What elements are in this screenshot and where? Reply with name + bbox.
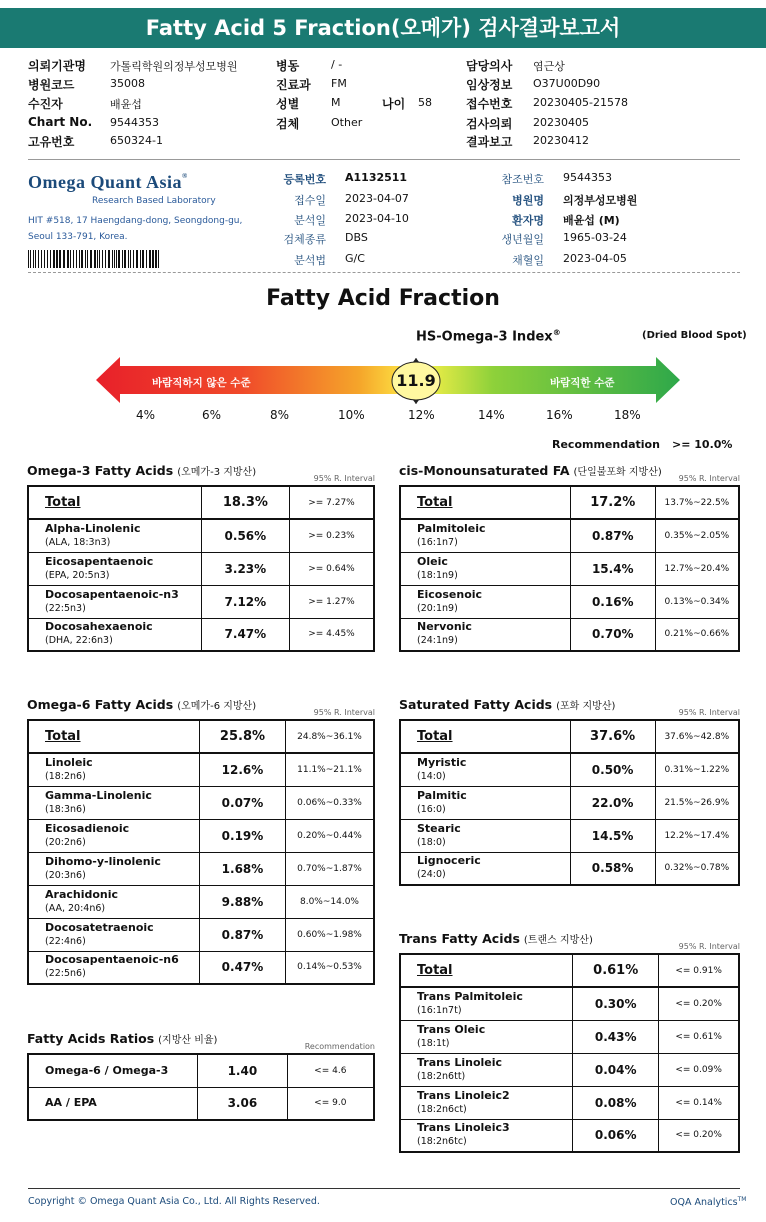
fatty-acid-code: (20:3n6)	[45, 869, 86, 881]
fatty-acid-name-cell	[28, 819, 199, 852]
percent-value: 0.43%	[573, 1020, 659, 1053]
patient-field-value: M	[331, 96, 341, 109]
scale-tick-label: 16%	[546, 408, 573, 422]
reference-range: 0.14%~0.53%	[285, 951, 374, 984]
fatty-acid-name-cell	[400, 852, 570, 885]
fatty-acid-code: (EPA, 20:5n3)	[45, 569, 110, 581]
omega6-title-sub: (오메가-6 지방산)	[177, 701, 257, 712]
omega6-title-text: Omega-6 Fatty Acids	[27, 697, 174, 712]
table-row	[400, 852, 739, 885]
percent-value: 0.70%	[570, 618, 655, 651]
scale-tick-label: 14%	[478, 408, 505, 422]
report-title-banner	[0, 8, 766, 48]
fatty-acid-name-cell	[28, 951, 199, 984]
lab-field-label: 참조번호	[501, 173, 544, 186]
sfa-title-sub: (포화 지방산)	[556, 701, 616, 712]
percent-value: 0.50%	[570, 753, 655, 786]
recommendation-label: Recommendation	[552, 438, 660, 451]
fatty-acid-name-cell	[28, 552, 201, 585]
lab-logo: Omega Quant Asia®	[28, 172, 188, 192]
reference-range: 0.35%~2.05%	[655, 519, 739, 552]
scale-tick-label: 18%	[614, 408, 641, 422]
fatty-acid-code: (18:2n6)	[45, 770, 86, 782]
percent-value: 14.5%	[570, 819, 655, 852]
fatty-acid-name-cell	[400, 987, 573, 1020]
fatty-acid-name-cell	[28, 1087, 198, 1120]
fatty-acid-code: (22:5n6)	[45, 968, 86, 980]
patient-field-label: 진료과	[276, 78, 311, 92]
table-row	[28, 552, 374, 585]
lab-field-label: 병원명	[512, 194, 544, 207]
fatty-acid-name-cell	[400, 585, 570, 618]
reference-range: <= 0.20%	[659, 1119, 739, 1152]
table-row	[28, 720, 374, 753]
sfa-interval-label: 95% R. Interval	[678, 708, 740, 717]
fatty-acid-name-cell	[400, 486, 570, 519]
percent-value: 0.19%	[199, 819, 285, 852]
omega3-interval-label: 95% R. Interval	[313, 474, 375, 483]
fatty-acid-name: Lignoceric	[417, 854, 481, 868]
lab-field-value: 2023-04-07	[345, 192, 409, 205]
fatty-acid-name: Total	[417, 494, 453, 510]
fatty-acid-name-cell	[28, 885, 199, 918]
fatty-acid-name-cell	[28, 720, 199, 753]
lab-field-value: 9544353	[563, 171, 612, 184]
table-row	[28, 1054, 374, 1087]
lab-field-label: 분석일	[294, 214, 326, 227]
percent-value: 0.87%	[199, 918, 285, 951]
table-row	[400, 1053, 739, 1086]
patient-field-label: 검사의뢰	[466, 117, 513, 131]
mufa-table	[399, 485, 740, 652]
table-row	[400, 552, 739, 585]
reference-range: <= 4.6	[287, 1054, 374, 1087]
table-row	[400, 819, 739, 852]
ratios-title-sub: (지방산 비율)	[158, 1035, 218, 1046]
table-row	[28, 918, 374, 951]
copyright: Copyright © Omega Quant Asia Co., Ltd. All Rights Reserved.	[28, 1196, 320, 1207]
patient-field-value: O37U00D90	[533, 77, 601, 90]
table-row	[400, 486, 739, 519]
lab-address-line1: HIT #518, 17 Haengdang-dong, Seongdong-gu,	[28, 216, 243, 226]
fatty-acid-code: (16:1n7)	[417, 536, 458, 548]
fatty-acid-name-cell	[28, 918, 199, 951]
reference-range: 0.70%~1.87%	[285, 852, 374, 885]
patient-field-value: 650324-1	[110, 134, 163, 147]
omega6-interval-label: 95% R. Interval	[313, 708, 375, 717]
patient-field-value: 35008	[110, 77, 145, 90]
report-title: Fatty Acid 5 Fraction(오메가) 검사결과보고서	[145, 16, 621, 40]
percent-value: 0.16%	[570, 585, 655, 618]
fatty-acid-name: Trans Linoleic2	[417, 1088, 510, 1102]
reference-range: >= 1.27%	[289, 585, 374, 618]
reference-range: 0.21%~0.66%	[655, 618, 739, 651]
fatty-acid-name: Myristic	[417, 755, 467, 769]
age-value: 58	[418, 96, 432, 109]
percent-value: 7.12%	[201, 585, 289, 618]
fraction-title: Fatty Acid Fraction	[266, 286, 500, 311]
reference-range: 24.8%~36.1%	[285, 720, 374, 753]
lab-field-value: G/C	[345, 252, 365, 265]
trans-interval-label: 95% R. Interval	[678, 942, 740, 951]
fatty-acid-name: Gamma-Linolenic	[45, 788, 152, 802]
table-row	[28, 618, 374, 651]
scale-tick-label: 10%	[338, 408, 365, 422]
reference-range: <= 0.61%	[659, 1020, 739, 1053]
table-row	[400, 618, 739, 651]
fatty-acid-name: Dihomo-y-linolenic	[45, 854, 161, 868]
footer-brand	[670, 1196, 746, 1208]
scale-tick-label: 4%	[136, 408, 156, 422]
lab-tagline: Research Based Laboratory	[92, 196, 216, 206]
trans-title-sub: (트랜스 지방산)	[523, 935, 593, 946]
table-row	[400, 1086, 739, 1119]
reference-range: >= 7.27%	[289, 486, 374, 519]
lab-address-line2: Seoul 133-791, Korea.	[28, 232, 128, 242]
patient-field-label: 수진자	[28, 97, 63, 111]
fatty-acid-name: Eicosenoic	[417, 587, 483, 601]
fatty-acid-name-cell	[400, 819, 570, 852]
fatty-acid-name: Trans Linoleic3	[417, 1121, 510, 1135]
reference-range: <= 0.91%	[659, 954, 739, 987]
lab-field-value: 배윤섭 (M)	[563, 214, 620, 227]
patient-field-label: 담당의사	[466, 59, 513, 73]
lab-field-label: 검체종류	[283, 233, 326, 246]
divider	[28, 159, 740, 160]
fatty-acid-name: Palmitoleic	[417, 521, 486, 535]
reference-range: 11.1%~21.1%	[285, 753, 374, 786]
omega3-index-title-text: HS-Omega-3 Index	[416, 329, 553, 345]
fatty-acid-code: (18:1n9)	[417, 569, 458, 581]
lab-field-value: 2023-04-10	[345, 212, 409, 225]
footer-divider	[28, 1188, 740, 1189]
footer-brand-text: OQA Analytics	[670, 1197, 738, 1209]
fatty-acid-name: Oleic	[417, 554, 448, 568]
percent-value: 17.2%	[570, 486, 655, 519]
fatty-acid-name: Arachidonic	[45, 887, 119, 901]
fatty-acid-code: (18:2n6tt)	[417, 1070, 466, 1082]
lab-field-value: DBS	[345, 231, 368, 244]
fatty-acid-name-cell	[400, 786, 570, 819]
fatty-acid-name: Trans Palmitoleic	[417, 989, 523, 1003]
fatty-acid-code: (24:0)	[417, 869, 446, 881]
fatty-acid-name-cell	[28, 852, 199, 885]
fatty-acid-code: (14:0)	[417, 770, 446, 782]
reference-range: >= 0.23%	[289, 519, 374, 552]
reference-range: 0.31%~1.22%	[655, 753, 739, 786]
percent-value: 1.40	[198, 1054, 287, 1087]
patient-field-label: 성별	[276, 97, 300, 111]
fatty-acid-name: Stearic	[417, 821, 461, 835]
fatty-acid-name-cell	[400, 618, 570, 651]
fatty-acid-code: (18:1t)	[417, 1037, 450, 1049]
patient-field-label: 병원코드	[28, 78, 75, 92]
patient-field-value: 9544353	[110, 116, 159, 129]
ratios-interval-label: Recommendation	[304, 1042, 375, 1051]
patient-field-value: 20230405	[533, 116, 589, 129]
patient-field-value: 가톨릭학원의정부성모병원	[110, 60, 238, 73]
table-row	[400, 753, 739, 786]
undesirable-level-label: 바람직하지 않은 수준	[152, 377, 251, 389]
fatty-acid-name: Docosahexaenoic	[45, 620, 153, 634]
scale-tick-label: 8%	[270, 408, 290, 422]
patient-field-value: 염근상	[533, 60, 565, 73]
divider	[28, 272, 740, 273]
reference-range: 12.2%~17.4%	[655, 819, 739, 852]
fatty-acid-name-cell	[400, 954, 573, 987]
fatty-acid-code: (18:2n6tc)	[417, 1136, 467, 1148]
table-row	[400, 720, 739, 753]
reference-range: 0.32%~0.78%	[655, 852, 739, 885]
percent-value: 12.6%	[199, 753, 285, 786]
lab-field-value: A1132511	[345, 171, 408, 184]
omega3-section-title	[27, 463, 256, 478]
lab-field-value: 의정부성모병원	[563, 194, 638, 207]
fatty-acid-code: (20:2n6)	[45, 836, 86, 848]
table-row	[400, 1119, 739, 1152]
reference-range: 8.0%~14.0%	[285, 885, 374, 918]
percent-value: 0.30%	[573, 987, 659, 1020]
fatty-acid-name-cell	[28, 1054, 198, 1087]
reference-range: 12.7%~20.4%	[655, 552, 739, 585]
reference-range: <= 0.09%	[659, 1053, 739, 1086]
fatty-acid-code: (16:1n7t)	[417, 1004, 462, 1016]
fatty-acid-name-cell	[28, 786, 199, 819]
fatty-acid-name: Trans Oleic	[417, 1022, 486, 1036]
lab-field-value: 2023-04-05	[563, 252, 627, 265]
percent-value: 3.23%	[201, 552, 289, 585]
trans-section-title	[399, 931, 593, 946]
omega3-index-title	[416, 328, 561, 344]
table-row	[400, 987, 739, 1020]
fatty-acid-name-cell	[400, 1020, 573, 1053]
recommendation-value: >= 10.0%	[672, 438, 733, 451]
percent-value: 25.8%	[199, 720, 285, 753]
fatty-acid-name-cell	[400, 552, 570, 585]
percent-value: 22.0%	[570, 786, 655, 819]
fatty-acid-name: Docosatetraenoic	[45, 920, 154, 934]
reference-range: <= 0.14%	[659, 1086, 739, 1119]
patient-field-label: 접수번호	[466, 97, 513, 111]
scale-tick-label: 12%	[408, 408, 435, 422]
table-row	[28, 519, 374, 552]
fatty-acid-name-cell	[28, 618, 201, 651]
reference-range: <= 9.0	[287, 1087, 374, 1120]
table-row	[28, 585, 374, 618]
lab-field-label: 접수일	[294, 194, 326, 207]
percent-value: 9.88%	[199, 885, 285, 918]
lab-logo-text: Omega Quant Asia	[28, 172, 183, 192]
table-row	[28, 951, 374, 984]
fatty-acid-name: Linoleic	[45, 755, 93, 769]
mufa-title-text: cis-Monounsaturated FA	[399, 463, 570, 478]
sample-type: (Dried Blood Spot)	[642, 330, 747, 341]
fatty-acid-name: Omega-6 / Omega-3	[45, 1063, 169, 1077]
table-row	[28, 1087, 374, 1120]
ratios-table	[27, 1053, 375, 1121]
reference-range: <= 0.20%	[659, 987, 739, 1020]
patient-field-label: 의뢰기관명	[28, 59, 86, 73]
percent-value: 7.47%	[201, 618, 289, 651]
ratios-section-title	[27, 1031, 217, 1046]
sfa-section-title	[399, 697, 615, 712]
percent-value: 0.58%	[570, 852, 655, 885]
percent-value: 0.87%	[570, 519, 655, 552]
scale-tick-label: 6%	[202, 408, 222, 422]
percent-value: 0.07%	[199, 786, 285, 819]
percent-value: 0.56%	[201, 519, 289, 552]
table-row	[400, 1020, 739, 1053]
registered-mark: ®	[552, 328, 561, 337]
fatty-acid-code: (22:5n3)	[45, 602, 86, 614]
reference-range: 0.13%~0.34%	[655, 585, 739, 618]
fatty-acid-name-cell	[28, 753, 199, 786]
omega3-title-text: Omega-3 Fatty Acids	[27, 463, 174, 478]
trans-title-text: Trans Fatty Acids	[399, 931, 520, 946]
percent-value: 3.06	[198, 1087, 287, 1120]
fatty-acid-code: (18:3n6)	[45, 803, 86, 815]
trans-table	[399, 953, 740, 1153]
lab-field-label: 분석법	[294, 254, 326, 267]
fatty-acid-name: Alpha-Linolenic	[45, 521, 141, 535]
fatty-acid-name: Trans Linoleic	[417, 1055, 503, 1069]
fatty-acid-code: (20:1n9)	[417, 602, 458, 614]
fatty-acid-name-cell	[400, 1119, 573, 1152]
sfa-title-text: Saturated Fatty Acids	[399, 697, 553, 712]
fatty-acid-name: Total	[45, 494, 81, 510]
table-row	[400, 786, 739, 819]
fatty-acid-name: Docosapentaenoic-n6	[45, 953, 179, 967]
barcode-icon	[28, 250, 162, 268]
fatty-acid-name-cell	[400, 519, 570, 552]
lab-field-label: 환자명	[512, 214, 544, 227]
trademark: TM	[737, 1196, 747, 1203]
omega3-table	[27, 485, 375, 652]
fatty-acid-name-cell	[28, 585, 201, 618]
patient-field-label: 검체	[276, 117, 300, 131]
fatty-acid-name-cell	[28, 519, 201, 552]
age-label: 나이	[382, 97, 406, 111]
fatty-acid-name-cell	[28, 486, 201, 519]
fatty-acid-name: Total	[417, 962, 453, 978]
lab-field-label: 등록번호	[283, 173, 326, 186]
percent-value: 37.6%	[570, 720, 655, 753]
reference-range: >= 4.45%	[289, 618, 374, 651]
percent-value: 15.4%	[570, 552, 655, 585]
mufa-title-sub: (단일불포화 지방산)	[573, 467, 662, 478]
lab-field-value: 1965-03-24	[563, 231, 627, 244]
table-row	[400, 585, 739, 618]
percent-value: 0.47%	[199, 951, 285, 984]
percent-value: 0.08%	[573, 1086, 659, 1119]
percent-value: 0.06%	[573, 1119, 659, 1152]
percent-value: 0.61%	[573, 954, 659, 987]
table-row	[28, 753, 374, 786]
fatty-acid-name: Palmitic	[417, 788, 467, 802]
fatty-acid-code: (18:0)	[417, 836, 446, 848]
mufa-section-title	[399, 463, 662, 478]
table-row	[28, 852, 374, 885]
reference-range: 0.20%~0.44%	[285, 819, 374, 852]
table-row	[28, 819, 374, 852]
patient-field-label: 결과보고	[466, 135, 513, 149]
patient-field-value: FM	[331, 77, 347, 90]
patient-field-label: Chart No.	[28, 115, 93, 129]
omega6-table	[27, 719, 375, 985]
patient-field-value: Other	[331, 116, 363, 129]
fatty-acid-code: (24:1n9)	[417, 635, 458, 647]
fatty-acid-name: Nervonic	[417, 620, 472, 634]
ratios-title-text: Fatty Acids Ratios	[27, 1031, 155, 1046]
reference-range: >= 0.64%	[289, 552, 374, 585]
lab-field-label: 생년월일	[501, 233, 544, 246]
patient-field-label: 임상정보	[466, 78, 513, 92]
reference-range: 37.6%~42.8%	[655, 720, 739, 753]
fatty-acid-name-cell	[400, 1053, 573, 1086]
fatty-acid-name-cell	[400, 753, 570, 786]
sfa-table	[399, 719, 740, 886]
omega6-section-title	[27, 697, 256, 712]
desirable-level-label: 바람직한 수준	[550, 377, 615, 389]
fatty-acid-name: AA / EPA	[45, 1096, 97, 1110]
fatty-acid-name-cell	[400, 1086, 573, 1119]
lab-field-label: 채혈일	[512, 254, 544, 267]
fatty-acid-name-cell	[400, 720, 570, 753]
patient-field-value: 배윤섭	[110, 98, 142, 111]
table-row	[400, 954, 739, 987]
fatty-acid-code: (16:0)	[417, 803, 446, 815]
fatty-acid-name: Total	[45, 728, 81, 744]
percent-value: 18.3%	[201, 486, 289, 519]
patient-field-value: 20230405-21578	[533, 96, 628, 109]
index-value: 11.9	[396, 371, 436, 390]
fatty-acid-code: (22:4n6)	[45, 935, 86, 947]
reference-range: 0.06%~0.33%	[285, 786, 374, 819]
mufa-interval-label: 95% R. Interval	[678, 474, 740, 483]
fatty-acid-name: Eicosapentaenoic	[45, 554, 154, 568]
table-row	[400, 519, 739, 552]
fatty-acid-code: (DHA, 22:6n3)	[45, 635, 113, 647]
reference-range: 21.5%~26.9%	[655, 786, 739, 819]
patient-field-value: 20230412	[533, 134, 589, 147]
table-row	[28, 885, 374, 918]
patient-field-label: 고유번호	[28, 135, 75, 149]
omega3-title-sub: (오메가-3 지방산)	[177, 467, 257, 478]
percent-value: 1.68%	[199, 852, 285, 885]
patient-field-value: / -	[331, 58, 343, 71]
table-row	[28, 486, 374, 519]
fatty-acid-name: Eicosadienoic	[45, 821, 130, 835]
fatty-acid-code: (18:2n6ct)	[417, 1103, 467, 1115]
reference-range: 0.60%~1.98%	[285, 918, 374, 951]
fatty-acid-name: Docosapentaenoic-n3	[45, 587, 179, 601]
fatty-acid-code: (ALA, 18:3n3)	[45, 536, 111, 548]
reference-range: 13.7%~22.5%	[655, 486, 739, 519]
fatty-acid-code: (AA, 20:4n6)	[45, 902, 106, 914]
fatty-acid-name: Total	[417, 728, 453, 744]
table-row	[28, 786, 374, 819]
patient-field-label: 병동	[276, 59, 300, 73]
percent-value: 0.04%	[573, 1053, 659, 1086]
